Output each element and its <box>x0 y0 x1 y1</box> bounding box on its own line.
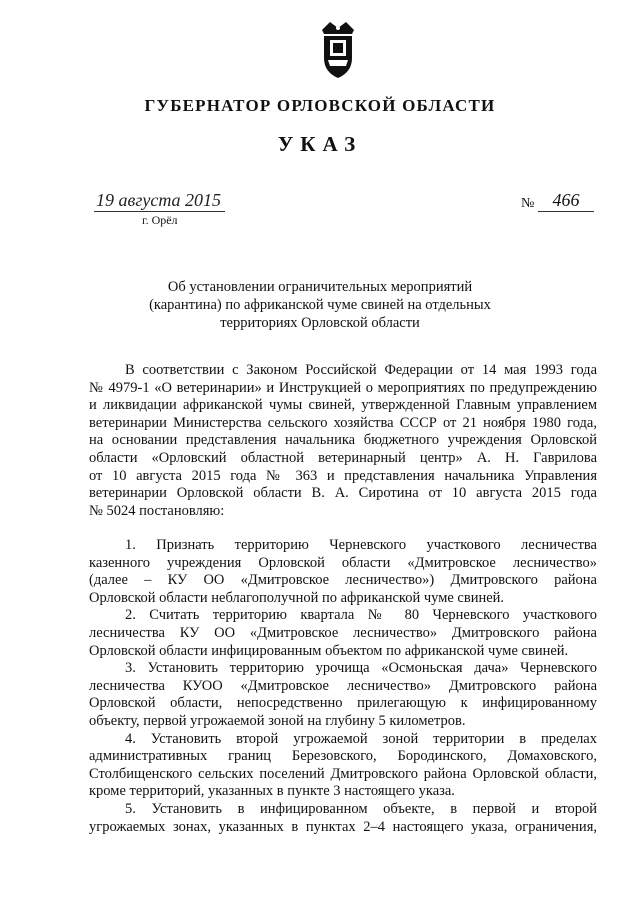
item-line: Орловской области, непосредственно прилегающую к инфицированному <box>89 695 597 712</box>
subject-line: (карантина) по африканской чуме свиней на отдельных <box>149 297 491 313</box>
preamble-line: области «Орловский областной ветеринарный центр» А. Н. Гаврилова <box>89 449 597 466</box>
subject-line: Об установлении ограничительных мероприятий <box>167 279 473 295</box>
preamble-line: на основании представления начальника бюджетного учреждения Орловской <box>89 432 597 449</box>
decree-item <box>89 731 597 801</box>
item-line: 2. Считать территорию квартала № 80 Черневского участкового <box>125 607 597 624</box>
preamble <box>89 362 597 520</box>
document-number: 466 <box>538 190 594 212</box>
document-type: УКАЗ <box>277 132 363 156</box>
preamble-line: № 4979-1 «О ветеринарии» и Инструкцией о мероприятиях по предупреждению <box>89 379 597 396</box>
preamble-line: ветеринарии Министерства сельского хозяйства СССР от 21 ноября 1980 года, <box>89 414 597 431</box>
coat-of-arms-icon <box>316 20 360 80</box>
preamble-line: ветеринарии Орловской области В. А. Сиротина от 10 августа 2015 года <box>89 485 597 502</box>
item-line: угрожаемых зонах, указанных в пунктах 2–4 настоящего указа, ограничения, <box>89 818 597 835</box>
subject-line: территориях Орловской области <box>220 315 420 331</box>
item-line: 3. Установить территорию урочища «Осмоньская дача» Черневского <box>125 660 597 677</box>
decree-item <box>89 660 597 730</box>
item-line: казенного учреждения Орловской области «Дмитровское лесничество» <box>89 554 597 571</box>
number-label: № <box>521 196 535 211</box>
decree-items <box>89 537 597 836</box>
item-line: (далее – КУ ОО «Дмитровское лесничество») Дмитровского района <box>89 572 597 589</box>
item-line: административных границ Березовского, Бородинского, Домаховского, <box>89 748 597 765</box>
item-line: 5. Установить в инфицированном объекте, в первой и второй <box>125 800 597 817</box>
document-date: 19 августа 2015 <box>94 190 225 212</box>
decree-item <box>89 537 597 607</box>
preamble-line: от 10 августа 2015 года № 363 и представления начальника Управления <box>89 467 597 484</box>
item-line: Орловской области неблагополучной по африканской чуме свиней. <box>89 589 505 606</box>
item-line: лесничества КУОО «Дмитровское лесничество» Дмитровского района <box>89 677 597 694</box>
item-line: лесничества КУ ОО «Дмитровское лесничество» Дмитровского района <box>89 624 597 641</box>
item-line: Орловской области инфицированным объектом по африканской чуме свиней. <box>89 642 569 659</box>
issuing-authority: ГУБЕРНАТОР ОРЛОВСКОЙ ОБЛАСТИ <box>144 96 496 115</box>
item-line: объекту, первой угрожаемой зоной на глубину 5 километров. <box>89 712 466 729</box>
preamble-line: и ликвидации африканской чумы свиней, утвержденной Главным управлением <box>89 397 597 414</box>
item-line: 1. Признать территорию Черневского участкового лесничества <box>125 537 597 553</box>
preamble-line: В соответствии с Законом Российской Федерации от 14 мая 1993 года <box>125 362 597 378</box>
document-city: г. Орёл <box>142 213 178 227</box>
preamble-line: № 5024 постановляю: <box>89 502 225 519</box>
document-subject <box>100 278 540 332</box>
decree-item <box>89 607 597 660</box>
item-line: кроме территорий, указанных в пункте 3 настоящего указа. <box>89 783 455 800</box>
item-line: Столбищенского сельских поселений Дмитровского района Орловской области, <box>89 765 597 782</box>
decree-item <box>89 801 597 836</box>
item-line: 4. Установить второй угрожаемой зоной территории в пределах <box>125 730 597 747</box>
